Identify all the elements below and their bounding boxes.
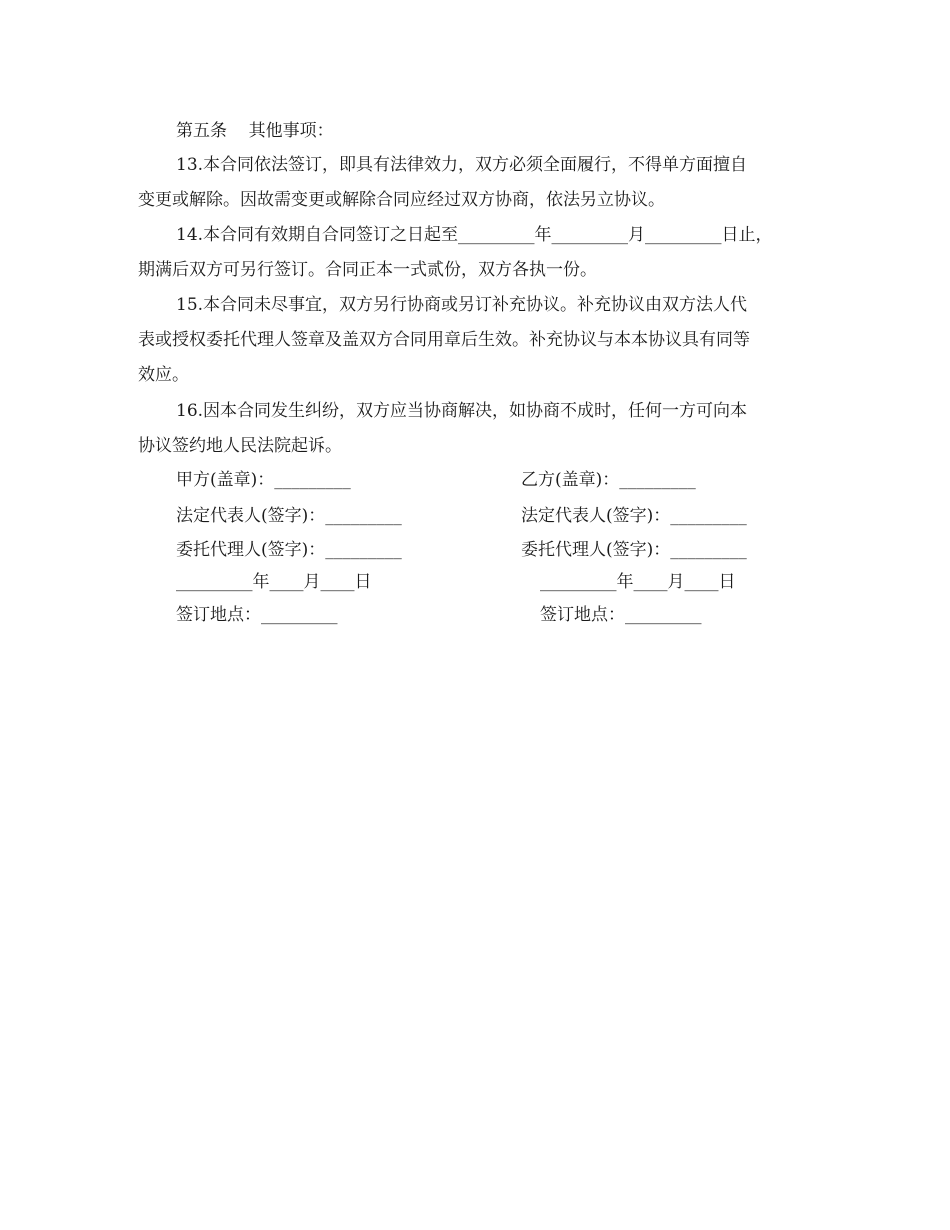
party-b-legal-rep: 法定代表人(签字)：_________ [521, 506, 747, 526]
clause-14-line-1: 14.本合同有效期自合同签订之日起至_________年_________月_________日止， [176, 225, 773, 245]
party-b-place: 签订地点：_________ [540, 605, 702, 625]
party-a-agent: 委托代理人(签字)：_________ [176, 540, 402, 560]
article-heading: 第五条 其他事项： [176, 121, 334, 141]
party-b-agent: 委托代理人(签字)：_________ [521, 540, 747, 560]
clause-13-line-2: 变更或解除。因故需变更或解除合同应经过双方协商，依法另立协议。 [138, 190, 665, 210]
clause-16-line-1: 16.因本合同发生纠纷，双方应当协商解决，如协商不成时，任何一方可向本 [176, 401, 748, 421]
clause-16-line-2: 协议签约地人民法院起诉。 [138, 436, 342, 456]
party-a-place: 签订地点：_________ [176, 605, 338, 625]
clause-13-line-1: 13.本合同依法签订，即具有法律效力，双方必须全面履行，不得单方面擅自 [176, 155, 748, 175]
party-a-legal-rep: 法定代表人(签字)：_________ [176, 506, 402, 526]
clause-15-line-3: 效应。 [138, 365, 189, 385]
clause-15-line-2: 表或授权委托代理人签章及盖双方合同用章后生效。补充协议与本本协议具有同等 [138, 330, 750, 350]
clause-15-line-1: 15.本合同未尽事宜，双方另行协商或另订补充协议。补充协议由双方法人代 [176, 295, 748, 315]
party-b-seal: 乙方(盖章)：_________ [521, 470, 696, 490]
clause-14-line-2: 期满后双方可另行签订。合同正本一式贰份，双方各执一份。 [138, 260, 597, 280]
party-a-date: _________年____月____日 [176, 572, 372, 592]
party-b-date: _________年____月____日 [540, 572, 736, 592]
party-a-seal: 甲方(盖章)：_________ [176, 470, 351, 490]
